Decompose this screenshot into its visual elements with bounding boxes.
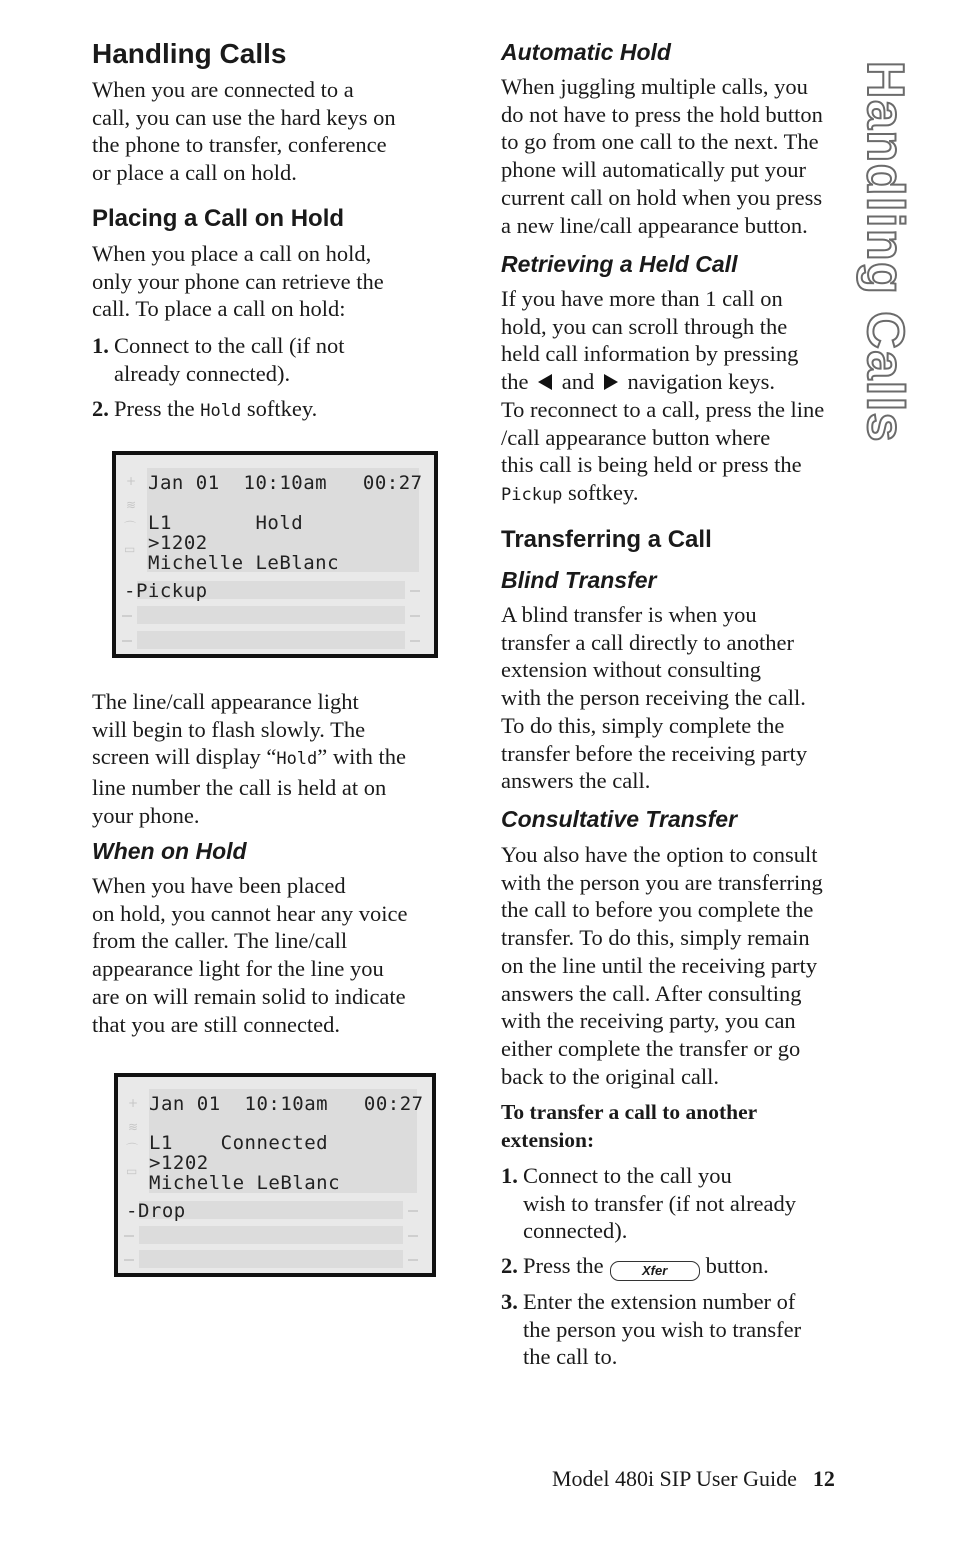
text-line: will begin to flash slowly. The — [92, 716, 366, 742]
text-line: from the caller. The line/call — [92, 928, 348, 954]
screen-date-time: Jan 01 10:10am 00:27 — [148, 472, 423, 494]
automatic-hold-heading: Automatic Hold — [501, 39, 671, 65]
text-line: If you have more than 1 call on — [501, 286, 783, 311]
pickup-softkey[interactable]: -Pickup — [124, 580, 208, 602]
text-line: extension without consulting — [501, 657, 761, 683]
text-line: that you are still connected. — [92, 1011, 341, 1037]
screen-line-status: L1 Connected — [149, 1132, 329, 1154]
text-line: To do this, simply complete the — [501, 712, 785, 738]
text-line: When you have been placed — [92, 873, 346, 898]
step-number: 2. — [501, 1253, 518, 1278]
screen-line-icon: ▭ — [126, 1164, 138, 1178]
text-line: When you place a call on hold, — [92, 241, 372, 266]
left-arrow-icon — [538, 374, 552, 390]
screen-line-icon: ▭ — [124, 542, 136, 556]
softkey-tick — [122, 615, 132, 617]
text-line: transfer before the receiving party — [501, 740, 808, 766]
after-screen-paragraph — [92, 688, 406, 830]
step-number: 2. — [92, 396, 109, 421]
xfer-button[interactable]: Xfer — [610, 1261, 700, 1281]
screen-caller-name: Michelle LeBlanc — [148, 552, 340, 574]
text-fragment: button. — [705, 1253, 769, 1278]
softkey-tick — [410, 590, 420, 592]
text-line: this call is being held or press the — [501, 452, 802, 478]
page-heading: Handling Calls — [92, 38, 287, 69]
text-fragment: Press the — [114, 396, 195, 421]
when-on-hold-heading: When on Hold — [92, 838, 247, 864]
procedure-heading — [501, 1099, 757, 1154]
text-line: To reconnect to a call, press the line — [501, 396, 825, 422]
text-line: the person you wish to transfer — [523, 1316, 802, 1342]
text-line: with the person receiving the call. — [501, 685, 806, 711]
softkey-tick — [124, 1259, 134, 1261]
text-fragment: navigation keys. — [627, 369, 775, 395]
softkey-tick — [124, 1235, 134, 1237]
text-fragment: and — [561, 369, 595, 395]
text-line: hold, you can scroll through the — [501, 313, 788, 339]
text-line: Connect to the call (if not — [114, 333, 345, 358]
text-line — [92, 743, 406, 774]
softkey-tick — [408, 1259, 418, 1261]
text-line: on hold, you cannot hear any voice — [92, 900, 408, 926]
page-footer — [552, 1466, 835, 1492]
softkey-row-empty — [137, 631, 405, 649]
text-line: with the receiving party, you can — [501, 1008, 796, 1034]
step-number: 3. — [501, 1289, 518, 1314]
phone-screen-hold — [112, 451, 438, 658]
hold-softkey-label: Hold — [200, 401, 242, 421]
step-number: 1. — [501, 1163, 518, 1188]
transfer-step-2 — [501, 1252, 866, 1281]
text-line: /call appearance button where — [501, 424, 771, 450]
text-line: transfer a call directly to another — [501, 629, 794, 655]
transfer-step-1 — [501, 1162, 866, 1245]
section-side-title-text: Handling Calls — [856, 60, 914, 444]
text-line: with the person you are transferring — [501, 869, 823, 895]
text-line: only your phone can retrieve the — [92, 268, 384, 294]
hold-step-2 — [92, 395, 452, 426]
transfer-step-3 — [501, 1288, 866, 1371]
text-line: do not have to press the hold button — [501, 101, 823, 127]
automatic-hold-paragraph — [501, 73, 866, 239]
text-fragment: ” with the — [317, 744, 407, 770]
screen-speaker-icon: ≋ — [126, 498, 137, 512]
consultative-transfer-heading: Consultative Transfer — [501, 806, 738, 832]
right-arrow-icon — [604, 374, 618, 390]
screen-plus-icon: + — [128, 1096, 139, 1110]
blind-transfer-paragraph — [501, 601, 866, 795]
softkey-row-empty — [137, 606, 405, 624]
text-line: are on will remain solid to indicate — [92, 983, 406, 1009]
text-line: phone will automatically put your — [501, 157, 806, 183]
text-line: Connect to the call you — [523, 1163, 732, 1188]
blind-transfer-heading: Blind Transfer — [501, 567, 657, 593]
softkey-tick — [410, 615, 420, 617]
intro-paragraph — [92, 76, 396, 187]
phone-screen-connected — [114, 1073, 436, 1277]
screen-caller-name: Michelle LeBlanc — [149, 1172, 341, 1194]
text-line: held call information by pressing — [501, 341, 799, 367]
softkey-tick — [408, 1210, 418, 1212]
text-line: the phone to transfer, conference — [92, 132, 387, 158]
text-line: call, you can use the hard keys on — [92, 104, 396, 130]
text-line: appearance light for the line you — [92, 956, 384, 982]
text-line: back to the original call. — [501, 1063, 720, 1089]
drop-softkey[interactable]: -Drop — [126, 1200, 186, 1222]
text-line: A blind transfer is when you — [501, 602, 757, 627]
hold-step-1 — [92, 332, 452, 387]
text-line — [501, 479, 866, 510]
text-line: current call on hold when you press — [501, 184, 823, 210]
text-line: line number the call is held at on — [92, 775, 387, 801]
text-line: You also have the option to consult — [501, 842, 818, 867]
text-line: When you are connected to a — [92, 77, 354, 102]
text-line: answers the call. — [501, 768, 651, 794]
hold-heading: Placing a Call on Hold — [92, 205, 345, 232]
text-line: Enter the extension number of — [523, 1289, 796, 1314]
text-line: on the line until the receiving party — [501, 952, 818, 978]
retrieving-heading: Retrieving a Held Call — [501, 251, 738, 277]
screen-line-status: L1 Hold — [148, 512, 304, 534]
text-fragment: Press the — [523, 1253, 604, 1278]
text-line: either complete the transfer or go — [501, 1035, 801, 1061]
text-line: the call to before you complete the — [501, 897, 814, 923]
screen-handset-icon: ⌒ — [124, 520, 137, 534]
text-line: call. To place a call on hold: — [92, 296, 346, 322]
text-line: wish to transfer (if not already — [523, 1190, 797, 1216]
text-line: When juggling multiple calls, you — [501, 74, 808, 99]
softkey-row-empty — [139, 1226, 403, 1244]
text-line: a new line/call appearance button. — [501, 212, 808, 238]
text-line: extension: — [501, 1127, 595, 1152]
text-line: answers the call. After consulting — [501, 980, 802, 1006]
text-line: already connected). — [114, 360, 291, 386]
screen-speaker-icon: ≋ — [128, 1120, 139, 1134]
transferring-heading: Transferring a Call — [501, 526, 712, 553]
softkey-tick — [410, 640, 420, 642]
guide-title: Model 480i SIP User Guide — [552, 1466, 797, 1491]
text-line: transfer. To do this, simply remain — [501, 925, 810, 951]
softkey-tick — [122, 640, 132, 642]
page-number: 12 — [812, 1466, 835, 1491]
when-on-hold-paragraph — [92, 872, 452, 1038]
text-line: or place a call on hold. — [92, 160, 297, 186]
text-line: to go from one call to the next. The — [501, 129, 819, 155]
hold-display-label: Hold — [276, 749, 318, 770]
text-fragment: the — [501, 369, 529, 395]
softkey-tick — [408, 1235, 418, 1237]
text-line: connected). — [523, 1218, 628, 1244]
text-fragment: softkey. — [246, 396, 318, 421]
pickup-softkey-label: Pickup — [501, 484, 563, 505]
text-line: To transfer a call to another — [501, 1100, 758, 1124]
step-number: 1. — [92, 333, 109, 358]
text-fragment: screen will display “ — [92, 744, 277, 770]
text-line: The line/call appearance light — [92, 689, 359, 714]
text-line — [501, 368, 866, 396]
hold-intro — [92, 240, 384, 323]
screen-extension: >1202 — [148, 532, 208, 554]
retrieving-paragraph — [501, 285, 866, 510]
screen-date-time: Jan 01 10:10am 00:27 — [149, 1093, 424, 1115]
screen-handset-icon: ⌒ — [126, 1142, 139, 1156]
text-line: the call to. — [523, 1344, 618, 1370]
consultative-transfer-paragraph — [501, 841, 866, 1090]
softkey-row-empty — [139, 1250, 403, 1268]
screen-extension: >1202 — [149, 1152, 209, 1174]
text-fragment: softkey. — [568, 479, 639, 505]
screen-plus-icon: + — [126, 474, 137, 488]
text-line: your phone. — [92, 802, 200, 828]
